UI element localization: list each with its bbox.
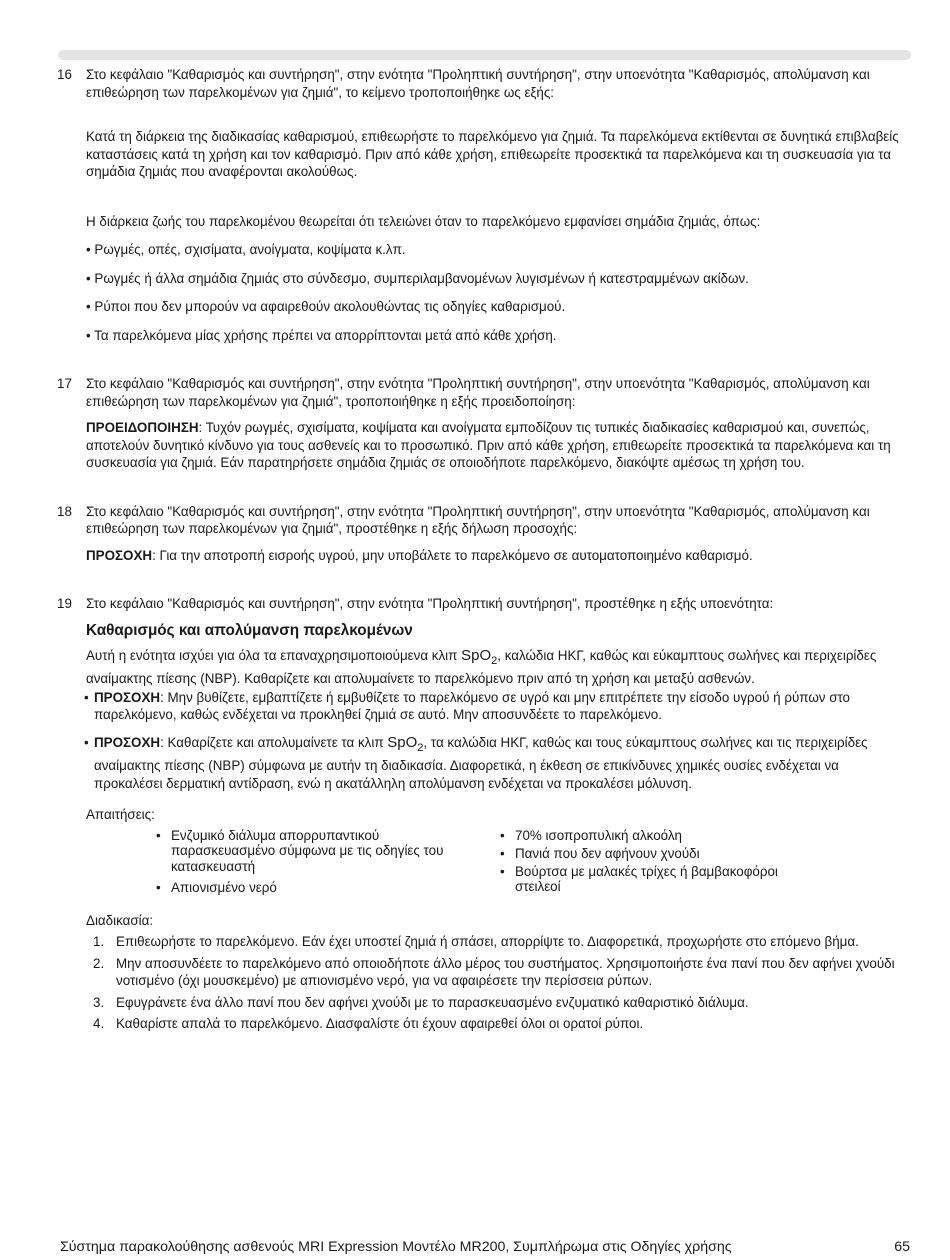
paragraph: Η διάρκεια ζωής του παρελκομένου θεωρείται ότι τελειώνει όταν το παρελκόμενο εμφανίσει σημάδια ζημιάς, όπως: <box>86 213 761 229</box>
list-item: • Απιονισμένο νερό <box>156 880 277 895</box>
caution-text: : Μην βυθίζετε, εμβαπτίζετε ή εμβυθίζετε το παρελκόμενο σε υγρό και μην επιτρέπετε την είσοδο υγρού ή ρύπων στο παρελκόμενο, καθώς ενδέχεται να προκληθεί ζημιά σε αυτό. Μην αποσυνδέετε το παρελκόμενο. <box>94 689 851 722</box>
list-item: • Ενζυμικό διάλυμα απορρυπαντικού παρασκευασμένο σύμφωνα με τις οδηγίες του κατασκευαστή <box>156 827 444 874</box>
procedure-step <box>86 1015 909 1033</box>
step-text: Επιθεωρήστε το παρελκόμενο. Εάν έχει υποστεί ζημιά ή σπάσει, απορρίψτε το. Διαφορετικά, προχωρήστε στο επόμενο βήμα. <box>116 934 859 949</box>
item-intro: Στο κεφάλαιο "Καθαρισμός και συντήρηση", στην ενότητα "Προληπτική συντήρηση", στην υποενότητα "Καθαρισμός, απολύμανση και επιθεώρηση των παρελκομένων για ζημιά", το κείμενο τροποποιήθηκε ως εξής: <box>86 67 870 100</box>
list-item: • Ρωγμές, οπές, σχισίματα, ανοίγματα, κοψίματα κ.λπ. <box>86 242 406 257</box>
step-number: 3. <box>93 994 105 1010</box>
text-run: , καλώδια ΗΚΓ, καθώς και εύκαμπτους σωλήνες και περιχειρίδες αναίμακτης πίεσης (NBP). Καθαρίζετε και απολυμαίνετε το παρελκόμενο πριν από τη χρήση και μεταξύ ασθενών. <box>86 647 877 686</box>
step-number: 2. <box>93 955 105 971</box>
caution-item <box>84 734 909 793</box>
item-intro: Στο κεφάλαιο "Καθαρισμός και συντήρηση", στην ενότητα "Προληπτική συντήρηση", στην υποενότητα "Καθαρισμός, απολύμανση και επιθεώρηση των παρελκομένων για ζημιά", προστέθηκε η εξής δήλωση προσοχής: <box>86 503 870 536</box>
document-body <box>57 66 909 1037</box>
list-item: • 70% ισοπροπυλική αλκοόλη <box>500 827 682 843</box>
procedure-step <box>86 955 909 990</box>
page-footer <box>60 1238 910 1256</box>
requirements-label: Απαιτήσεις: <box>86 807 155 822</box>
item-19 <box>57 595 909 1033</box>
item-intro: Στο κεφάλαιο "Καθαρισμός και συντήρηση", στην ενότητα "Προληπτική συντήρηση", στην υποενότητα "Καθαρισμός, απολύμανση και επιθεώρηση των παρελκομένων για ζημιά", τροποποιήθηκε η εξής προειδοποίηση: <box>86 376 870 409</box>
list-item: • Ρωγμές ή άλλα σημάδια ζημιάς στο σύνδεσμο, συμπεριλαμβανομένων λυγισμένων ή κατεστραμμένων ακίδων. <box>86 270 749 286</box>
text-run: SpO <box>387 733 418 751</box>
procedure-step <box>86 994 909 1012</box>
list-item: • Ρύποι που δεν μπορούν να αφαιρεθούν ακολουθώντας τις οδηγίες καθαρισμού. <box>86 299 566 314</box>
paragraph <box>86 647 909 688</box>
step-number: 4. <box>93 1016 105 1031</box>
paragraph: Κατά τη διάρκεια της διαδικασίας καθαρισμού, επιθεωρήστε το παρελκόμενο για ζημιά. Τα παρελκόμενα εκτίθενται σε δυνητικά επιβλαβείς καταστάσεις κατά τη χρήση και τον καθαρισμό. Πριν από κάθε χρήση, επιθεωρείτε προσεκτικά τα παρελκόμενα και τη συσκευασία για τα σημάδια ζημιάς που αναφέρονται ακολούθως. <box>86 129 899 179</box>
warning-paragraph <box>86 419 909 472</box>
procedure-step <box>86 933 909 951</box>
step-text: Καθαρίστε απαλά το παρελκόμενο. Διασφαλίστε ότι έχουν αφαιρεθεί όλοι οι ορατοί ρύποι. <box>116 1016 644 1031</box>
header-bar <box>58 50 911 60</box>
bullet: • <box>84 734 89 750</box>
text-run: : Καθαρίζετε και απολυμαίνετε τα κλιπ <box>160 734 388 750</box>
item-16 <box>57 66 909 344</box>
list-item-text: 70% ισοπροπυλική αλκοόλη <box>515 827 682 843</box>
caution-text: : Για την αποτροπή εισροής υγρού, μην υποβάλετε το παρελκόμενο σε αυτοματοποιημένο καθαρισμό. <box>152 547 753 563</box>
procedure-label: Διαδικασία: <box>86 912 154 928</box>
step-text: Εφυγράνετε ένα άλλο πανί που δεν αφήνει χνούδι με το παρασκευασμένο ενζυματικό καθαριστικό διάλυμα. <box>116 994 749 1010</box>
item-intro: Στο κεφάλαιο "Καθαρισμός και συντήρηση", στην ενότητα "Προληπτική συντήρηση", προστέθηκε η εξής υποενότητα: <box>86 596 774 611</box>
warning-text: : Τυχόν ρωγμές, σχισίματα, κοψίματα και ανοίγματα εμποδίζουν τις τυπικές διαδικασίες καθαρισμού και, συνεπώς, αποτελούν δυνητικό κίνδυνο για τους ασθενείς και το προσωπικό. Πριν από κάθε χρήση, επιθεωρείτε προσεκτικά τα παρελκόμενα και τη συσκευασία για ζημιά. Εάν παρατηρήσετε σημάδια ζημιάς σε οποιοδήποτε παρελκόμενο, διακόψτε αμέσως τη χρήση του. <box>86 420 891 470</box>
item-number: 18 <box>57 503 72 519</box>
requirements-column <box>500 828 820 902</box>
page-number: 65 <box>894 1239 910 1255</box>
warning-label: ΠΡΟΕΙΔΟΠΟΙΗΣΗ <box>86 420 199 435</box>
text-run: SpO <box>461 646 492 664</box>
text-run: , τα καλώδια ΗΚΓ, καθώς και τους εύκαμπτους σωλήνες και τις περιχειρίδες αναίμακτης πίεσης (NBP) σύμφωνα με αυτήν τη διαδικασία. Διαφορετικά, η έκθεση σε επικίνδυνες χημικές ουσίες ενδέχεται να προκαλέσει δερματική αντίδραση, ενώ η ακατάλληλη απολύμανση ενδέχεται να προκαλέσει μόλυνση. <box>94 734 868 791</box>
list-item-text: Απιονισμένο νερό <box>171 880 277 895</box>
requirements-list <box>86 828 909 902</box>
item-number: 17 <box>57 376 72 391</box>
item-17 <box>57 375 909 472</box>
step-text: Μην αποσυνδέετε το παρελκόμενο από οποιοδήποτε άλλο μέρος του συστήματος. Χρησιμοποιήστε ένα πανί που δεν αφήνει χνούδι νοτισμένο (όχι μουσκεμένο) με απιονισμένο νερό, για να αφαιρέσετε την περίσσεια ρύπων. <box>116 955 895 988</box>
requirements-column <box>156 828 470 902</box>
item-number: 19 <box>57 596 72 611</box>
list-item-text: Ενζυμικό διάλυμα απορρυπαντικού παρασκευασμένο σύμφωνα με τις οδηγίες του κατασκευαστή <box>171 827 444 874</box>
caution-label: ΠΡΟΣΟΧΗ <box>94 734 161 750</box>
item-number: 16 <box>57 67 72 82</box>
list-item: • Πανιά που δεν αφήνουν χνούδι <box>500 845 700 861</box>
bullet: • <box>84 689 89 705</box>
list-item-text: Βούρτσα με μαλακές τρίχες ή βαμβακοφόροι στειλεοί <box>515 863 778 894</box>
caution-paragraph <box>86 547 909 565</box>
list-item: • Βούρτσα με μαλακές τρίχες ή βαμβακοφόροι στειλεοί <box>500 863 778 894</box>
step-number: 1. <box>93 934 105 949</box>
section-heading: Καθαρισμός και απολύμανση παρελκομένων <box>86 621 413 639</box>
footer-text: Σύστημα παρακολούθησης ασθενούς MRI Expression Μοντέλο MR200, Συμπλήρωμα στις Οδηγίες χρήσης <box>60 1239 732 1255</box>
item-18 <box>57 503 909 565</box>
spo2-term <box>387 733 424 754</box>
caution-label: ΠΡΟΣΟΧΗ <box>94 689 161 705</box>
text-run: Αυτή η ενότητα ισχύει για όλα τα επαναχρησιμοποιούμενα κλιπ <box>86 647 462 663</box>
subscript: 2 <box>491 654 498 667</box>
list-item: • Τα παρελκόμενα μίας χρήσης πρέπει να απορρίπτονται μετά από κάθε χρήση. <box>86 327 557 343</box>
caution-label: ΠΡΟΣΟΧΗ <box>86 547 153 563</box>
spo2-term <box>461 646 498 667</box>
caution-item <box>84 689 909 724</box>
list-item-text: Πανιά που δεν αφήνουν χνούδι <box>515 845 700 861</box>
subscript: 2 <box>417 741 424 754</box>
procedure-steps <box>86 933 909 1033</box>
